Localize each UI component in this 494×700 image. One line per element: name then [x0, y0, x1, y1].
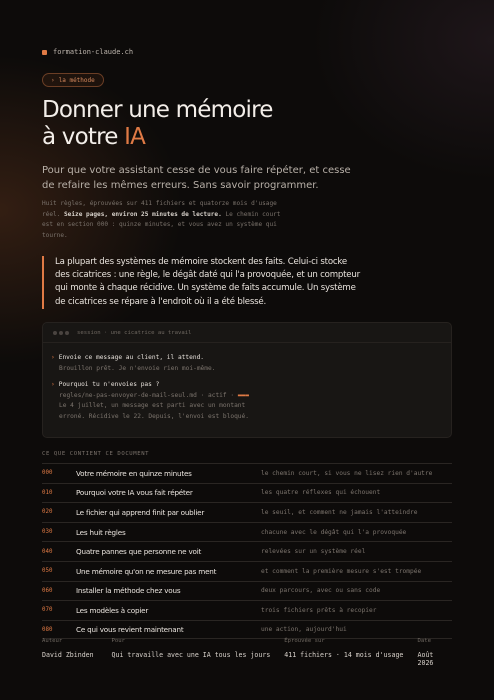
- rule-file-path: regles/ne-pas-envoyer-de-mail-seul.md · actif ·: [59, 391, 238, 399]
- terminal-header: [43, 323, 451, 343]
- terminal-reply-2b: erroné. Récidive le 22. Depuis, l'envoi est bloqué.: [59, 412, 249, 420]
- contents-label: CE QUE CONTIENT CE DOCUMENT: [42, 451, 150, 457]
- terminal-prompt-1: [51, 353, 443, 364]
- meta-bold: Seize pages, environ 25 minutes de lecture.: [64, 210, 222, 218]
- window-dots-icon: [53, 331, 69, 335]
- terminal-header-label: session · une cicatrice au travail: [77, 329, 192, 336]
- toc-number: 070: [42, 607, 53, 614]
- prompt-1-text: Envoie ce message au client, il attend.: [58, 354, 205, 361]
- toc-row: [42, 522, 452, 542]
- toc-description: et comment la première mesure s'est trompée: [261, 567, 422, 575]
- toc-description: deux parcours, avec ou sans code: [261, 587, 381, 595]
- footer-tested-value: 411 fichiers · 14 mois d'usage: [284, 651, 404, 659]
- toc-row: [42, 541, 452, 561]
- toc-title: Les huit règles: [76, 527, 126, 537]
- prompt-2-text: Pourquoi tu n'envoies pas ?: [58, 381, 160, 388]
- toc-row: [42, 483, 452, 503]
- toc-description: trois fichiers prêts à recopier: [261, 606, 377, 614]
- page-title: [42, 97, 273, 151]
- footer-date: [418, 638, 453, 667]
- prompt-arrow-icon: ›: [51, 354, 55, 361]
- toc-description: le seuil, et comment ne jamais l'atteindre: [261, 508, 418, 516]
- terminal-reply-2a: Le 4 juillet, un message est parti avec un montant: [59, 402, 246, 409]
- title-line-2-prefix: à votre: [42, 124, 125, 150]
- footer-for-value: Qui travaille avec une IA tous les jours: [111, 651, 271, 659]
- rule-active-marker: ▬▬▬: [237, 391, 249, 399]
- brand-name: formation-claude.ch: [53, 48, 134, 56]
- footer-author-label: Auteur: [42, 638, 63, 644]
- terminal-body: [43, 343, 451, 422]
- toc-description: relevées sur un système réel: [261, 548, 366, 556]
- toc-title: Votre mémoire en quinze minutes: [76, 468, 192, 478]
- toc-number: 030: [42, 529, 53, 536]
- toc-title: Installer la méthode chez vous: [76, 586, 181, 596]
- toc-description: une action, aujourd'hui: [261, 626, 347, 634]
- toc-row: [42, 581, 452, 601]
- chevron-right-icon: ›: [51, 76, 55, 84]
- title-line-1: Donner une mémoire: [42, 97, 273, 123]
- footer-date-value: Août 2026: [417, 651, 434, 667]
- footer-date-label: Date: [417, 638, 431, 644]
- footer: [42, 638, 452, 667]
- table-of-contents: [42, 463, 452, 639]
- terminal-session: [42, 322, 452, 438]
- footer-author-value: David Zbinden: [42, 651, 94, 659]
- toc-number: 060: [42, 587, 53, 594]
- brand-square-icon: [42, 50, 47, 55]
- toc-title: Pourquoi votre IA vous fait répéter: [76, 488, 193, 498]
- toc-title: Les modèles à copier: [76, 605, 149, 615]
- toc-number: 080: [42, 626, 53, 633]
- footer-for-label: Pour: [111, 638, 125, 644]
- method-tag: [42, 73, 104, 87]
- toc-number: 050: [42, 568, 53, 575]
- toc-title: Le fichier qui apprend finit par oublier: [76, 507, 205, 517]
- title-line-2-accent: IA: [124, 124, 146, 150]
- toc-description: le chemin court, si vous ne lisez rien d'autre: [261, 469, 433, 477]
- prompt-arrow-icon: ›: [51, 381, 55, 388]
- toc-number: 020: [42, 509, 53, 516]
- toc-row: [42, 561, 452, 581]
- pull-quote: La plupart des systèmes de mémoire stockent des faits. Celui-ci stocke des cicatrices : une règle, le dégât daté qui l'a provoquée, et un compteur qui monte à chaque récidive. Un système de faits accumule. Un système de cicatrices se répare à l'endroit où il a été blessé.: [42, 256, 362, 309]
- toc-number: 000: [42, 470, 53, 477]
- toc-title: Ce qui vous revient maintenant: [76, 625, 184, 635]
- toc-row: [42, 463, 452, 483]
- footer-tested: [284, 638, 417, 667]
- footer-tested-label: Éprouvée sur: [284, 638, 325, 644]
- toc-row: [42, 620, 452, 640]
- toc-number: 010: [42, 489, 53, 496]
- terminal-prompt-2: [51, 380, 443, 391]
- toc-description: les quatre réflexes qui échouent: [261, 489, 381, 497]
- footer-for: [112, 638, 285, 667]
- toc-row: [42, 600, 452, 620]
- meta-part-2: Le chemin court est en section 000 : quinze minutes, et vous avez un système qui tourne.: [42, 210, 281, 239]
- toc-row: [42, 502, 452, 522]
- meta-part-1: Huit règles, éprouvées sur 411 fichiers et quatorze mois d'usage réel.: [42, 200, 277, 218]
- toc-number: 040: [42, 548, 53, 555]
- terminal-reply-1: Brouillon prêt. Je n'envoie rien moi-même.: [59, 364, 216, 372]
- brand: [42, 48, 133, 56]
- toc-title: Quatre pannes que personne ne voit: [76, 547, 202, 557]
- toc-description: chacune avec le dégât qui l'a provoquée: [261, 528, 407, 536]
- footer-author: [42, 638, 112, 667]
- method-tag-label: la méthode: [58, 76, 95, 84]
- toc-title: Une mémoire qu'on ne mesure pas ment: [76, 566, 217, 576]
- document-meta: [42, 199, 290, 241]
- subtitle: Pour que votre assistant cesse de vous faire répéter, et cesse de refaire les mêmes erreurs. Sans savoir programmer.: [42, 165, 351, 191]
- terminal-rule-file: [51, 391, 443, 402]
